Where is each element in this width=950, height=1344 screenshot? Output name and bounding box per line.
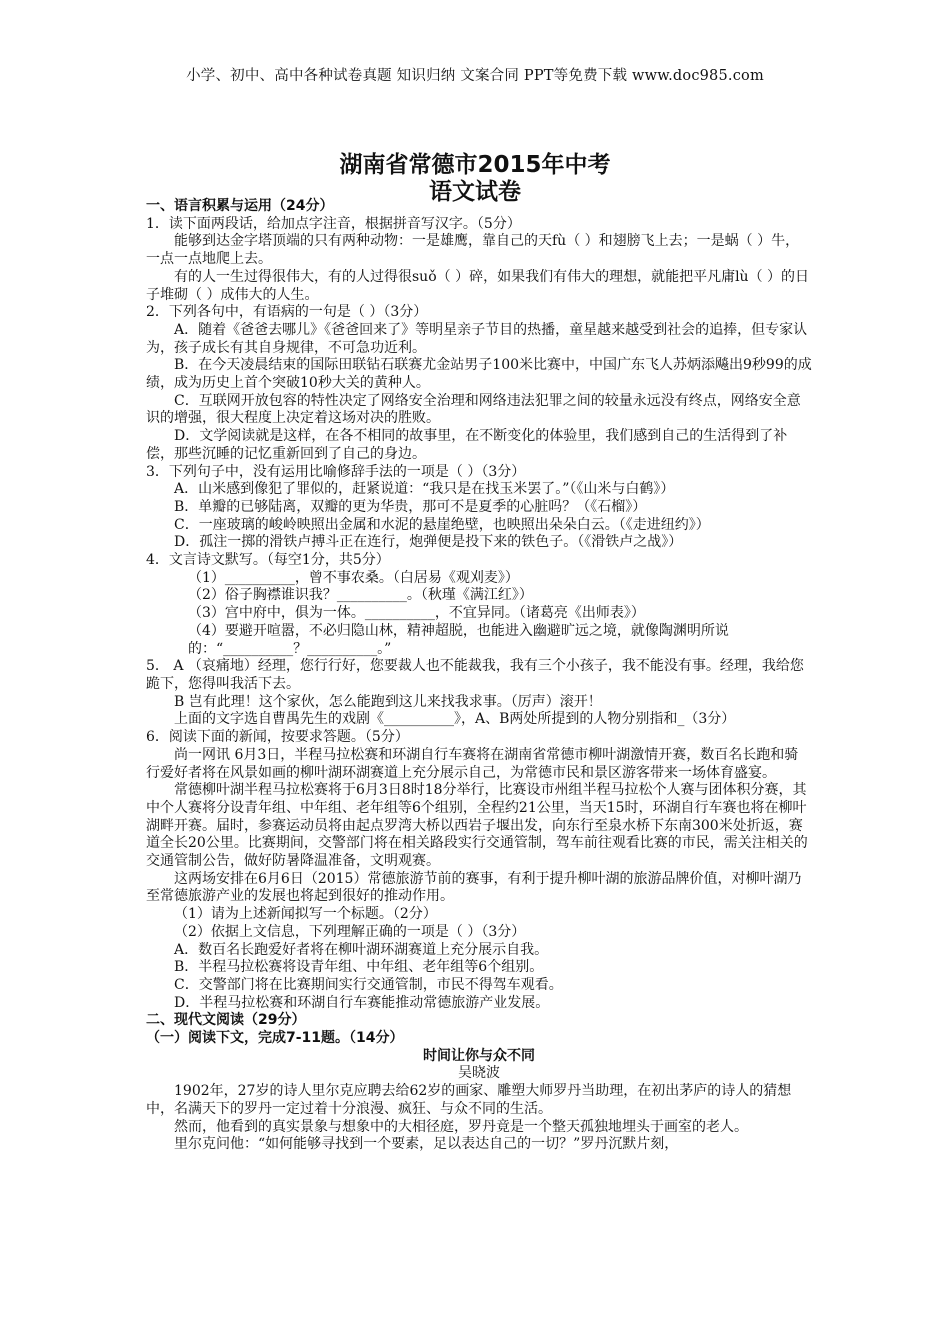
text-line: B．半程马拉松赛将设青年组、中年组、老年组等6个组别。	[174, 959, 544, 976]
text-line: 3．下列句子中，没有运用比喻修辞手法的一项是（ ）（3分）	[146, 463, 526, 480]
section-heading: （一）阅读下文，完成7-11题。（14分）	[146, 1030, 404, 1047]
text-line: 5． A （哀痛地）经理，您行行好，您要裁人也不能裁我，我有三个小孩子，我不能没有事。经理，我给您跪下，您得叫我活下去。	[146, 658, 804, 692]
text-line: A．随着《爸爸去哪儿》《爸爸回来了》等明星亲子节目的热播，童星越来越受到社会的追捧，但专家认为，孩子成长有其自身规律，不可急功近利。	[146, 321, 808, 356]
section-heading: 二、现代文阅读（29分）	[146, 1012, 306, 1029]
text-line: C．交警部门将在比赛期间实行交通管制，市民不得驾车观看。	[174, 976, 563, 993]
exam-subtitle: 语文试卷	[429, 179, 521, 205]
section-heading: 一、语言积累与运用（24分）	[146, 198, 334, 214]
text-line: B．单瓣的已够陆离，双瓣的更为华贵，那可不是夏季的心脏吗？（《石榴》）	[174, 498, 647, 515]
text-line: （2）俗子胸襟谁识我？__________。（秋瑾《满江红》）	[188, 587, 533, 604]
exam-title: 湖南省常德市2015年中考	[339, 152, 611, 178]
text-line: 有的人一生过得很伟大，有的人过得很suǒ（ ）碎，如果我们有伟大的理想，就能把平凡庸lù（ ）的日子堆砌（ ）成伟大的人生。	[146, 268, 810, 303]
text-line: 上面的文字选自曹禺先生的戏剧《__________》，A、B两处所提到的人物分别指和_（3分）	[174, 711, 736, 728]
text-line: （2）依据上文信息，下列理解正确的一项是（ ）（3分）	[174, 923, 526, 940]
text-line: 能够到达金字塔顶端的只有两种动物：一是雄鹰，靠自己的天fù（ ）和翅膀飞上去；一是蜗（ ）牛，一点一点地爬上去。	[146, 233, 800, 268]
article-title: 时间让你与众不同	[423, 1047, 535, 1064]
text-line: D．孤注一掷的滑铁卢搏斗正在连行，炮弹便是投下来的铁色子。（《滑铁卢之战》）	[174, 534, 683, 551]
text-line: 里尔克问他：“如何能够寻找到一个要素，足以表达自己的一切？”罗丹沉默片刻，	[174, 1136, 679, 1153]
text-line: 尚一网讯 6月3日，半程马拉松赛和环湖自行车赛将在湖南省常德市柳叶湖激情开赛，数百名长跑和骑行爱好者将在风景如画的柳叶湖环湖赛道上充分展示自己，为常德市民和景区游客带来一场体育盛宴。	[146, 746, 799, 781]
exam-body	[146, 198, 812, 1154]
text-line: D．文学阅读就是这样，在各不相同的故事里，在不断变化的体验里，我们感到自己的生活得到了补偿，那些沉睡的记忆重新回到了自己的身边。	[146, 428, 788, 462]
text-line: A．山米感到像犯了罪似的，赶紧说道：“我只是在找玉米罢了。”（《山米与白鹤》）	[174, 481, 675, 498]
text-line: 常德柳叶湖半程马拉松赛将于6月3日8时18分举行，比赛设市州组半程马拉松个人赛与团体积分赛，其中个人赛将分设青年组、中年组、老年组等6个组别，全程约21公里，当天15时，环湖自行车赛也将在柳叶湖畔开赛。届时，参赛运动员将由起点罗湾大桥以西岩子堰出发，向东行至泉水桥下东南300米处折返，赛道全长20公里。比赛期间，交警部门将在相关路段实行交通管制，驾车前往观看比赛的市民，需关注相关的交通管制公告，做好防暑降温准备，文明观赛。	[146, 782, 808, 870]
text-line: 4．文言诗文默写。（每空1分，共5分）	[146, 552, 390, 569]
text-line: A．数百名长跑爱好者将在柳叶湖环湖赛道上充分展示自我。	[174, 941, 549, 958]
page-header: 小学、初中、高中各种试卷真题 知识归纳 文案合同 PPT等免费下载 www.doc985.com	[186, 68, 764, 84]
text-line: 1902年，27岁的诗人里尔克应聘去给62岁的画家、雕塑大师罗丹当助理，在初出茅庐的诗人的猜想中，名满天下的罗丹一定过着十分浪漫、疯狂、与众不同的生活。	[146, 1083, 792, 1117]
text-line: （3）宫中府中，俱为一体。__________，不宜异同。（诸葛亮《出师表》）	[188, 605, 645, 622]
text-line: B 岂有此理！这个家伙，怎么能跑到这儿来找我求事。（厉声）滚开！	[174, 693, 602, 710]
text-line: 吴晓波	[458, 1065, 500, 1082]
text-line: B．在今天凌晨结束的国际田联钻石联赛尤金站男子100米比赛中，中国广东飞人苏炳添飚出9秒99的成绩，成为历史上首个突破10秒大关的黄种人。	[146, 357, 812, 392]
text-line: （4）要避开喧嚣，不必归隐山林，精神超脱，也能进入幽避旷远之境，就像陶渊明所说的：“__________？__________。”	[188, 622, 729, 657]
text-line: 这两场安排在6月6日（2015）常德旅游节前的赛事，有利于提升柳叶湖的旅游品牌价值，对柳叶湖乃至常德旅游产业的发展也将起到很好的推动作用。	[146, 870, 802, 905]
text-line: C．互联网开放包容的特性决定了网络安全治理和网络违法犯罪之间的较量永远没有终点，网络安全意识的增强，很大程度上决定着这场对决的胜败。	[146, 392, 801, 427]
text-line: 2．下列各句中，有语病的一句是（ ）（3分）	[146, 304, 428, 321]
text-line: 然而，他看到的真实景象与想象中的大相径庭，罗丹竟是一个整天孤独地埋头于画室的老人。	[174, 1118, 748, 1135]
text-line: 6．阅读下面的新闻，按要求答题。（5分）	[146, 729, 409, 746]
text-line: （1）__________，曾不事农桑。（白居易《观刈麦》）	[188, 569, 519, 586]
text-line: 1．读下面两段话，给加点字注音，根据拼音写汉字。（5分）	[146, 215, 521, 232]
text-line: D．半程马拉松赛和环湖自行车赛能推动常德旅游产业发展。	[174, 994, 550, 1011]
text-line: （1）请为上述新闻拟写一个标题。（2分）	[174, 906, 437, 923]
text-line: C．一座玻璃的峻岭映照出金属和水泥的悬崖绝壁，也映照出朵朵白云。（《走进纽约》）	[174, 516, 710, 533]
